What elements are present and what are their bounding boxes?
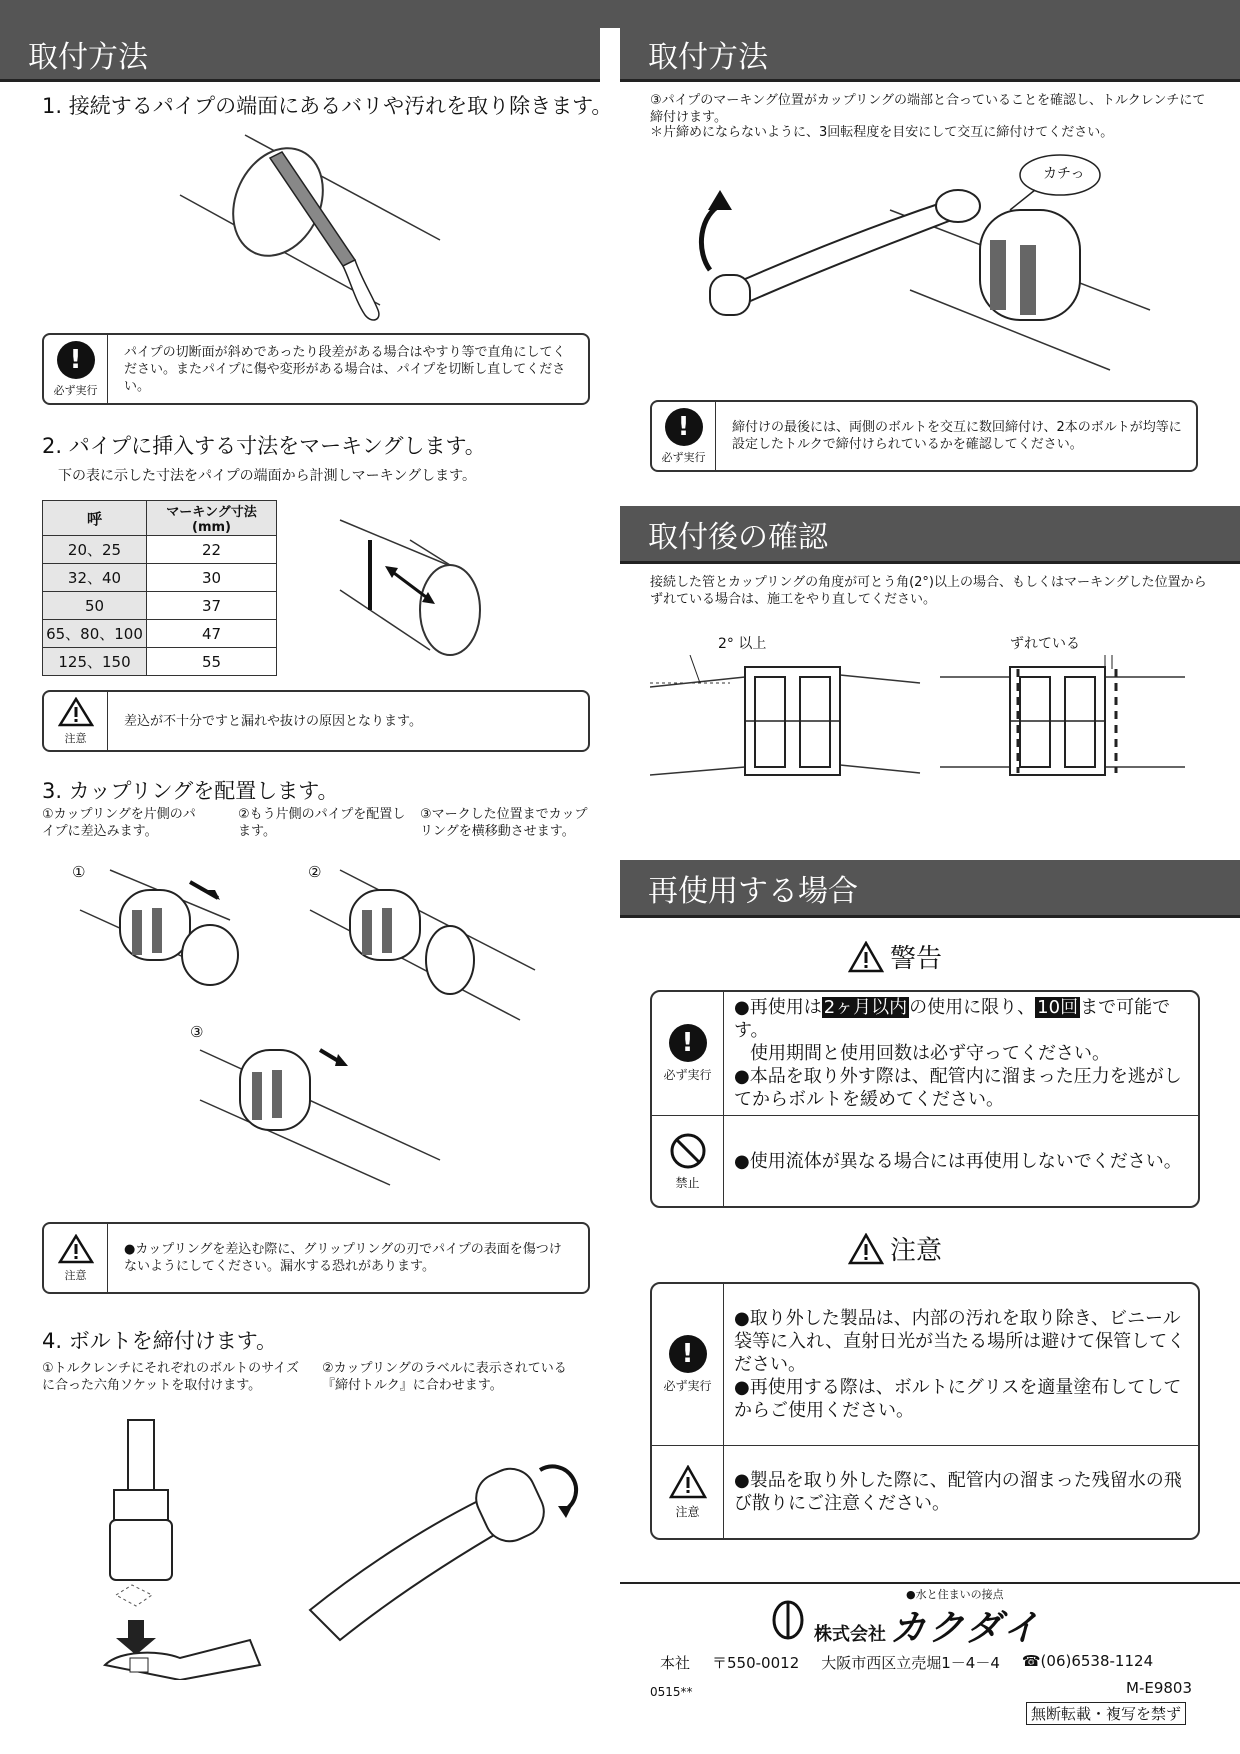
footer-address-line <box>660 1652 1153 1673</box>
table-row <box>43 620 277 648</box>
torque-wrench-figure <box>690 150 1210 380</box>
table-row <box>43 592 277 620</box>
caution-title <box>848 1230 942 1267</box>
prohibit-label: 禁止 <box>675 1175 700 1190</box>
step4-3-text: ③パイプのマーキング位置がカップリングの端部と合っていることを確認し、トルクレンチにて締付けます。 <box>650 93 1206 125</box>
doc-code-right: M-E9803 <box>1126 1679 1193 1697</box>
check-text: 接続した管とカップリングの角度が可とう角(2°)以上の場合、もしくはマーキングした位置からずれている場合は、施工をやり直してください。 <box>650 575 1207 607</box>
caution-icon-wrap <box>652 1446 724 1538</box>
caution-row-2-text: ●製品を取り外した際に、配管内の溜まった残留水の飛び散りにご注意ください。 <box>734 1470 1182 1514</box>
footer-tagline: ●水と住まいの接点 <box>906 1588 1004 1601</box>
fig2-label: ② <box>308 863 322 881</box>
footer-divider <box>620 1582 1240 1584</box>
warning-triangle-icon <box>848 1233 884 1265</box>
exclamation-circle-icon: ! <box>669 1024 707 1062</box>
shift-label: ずれている <box>1010 636 1080 652</box>
right-header-title: 取付方法 <box>648 39 768 75</box>
company-brand: カクダイ <box>890 1608 1041 1649</box>
warning-title <box>848 938 942 975</box>
marking-dimension-table <box>42 500 277 676</box>
warning-triangle-icon <box>669 1465 707 1499</box>
copy-notice: 無断転載・複写を禁ず <box>1026 1702 1186 1725</box>
note1-text: パイプの切断面が斜めであったり段差がある場合はやすり等で直角にしてください。またパイプに傷や変形がある場合は、パイプを切断し直してください。 <box>124 344 566 394</box>
nominal-cell: 20、25 <box>43 536 147 564</box>
step3-sub1: ①カップリングを片側のパイプに差込みます。 <box>42 807 196 839</box>
must-do-label: 必ず実行 <box>663 1068 712 1082</box>
company-prefix: 株式会社 <box>814 1624 886 1645</box>
warning-triangle-icon <box>58 697 94 727</box>
header-mark: マーキング寸法(mm) <box>147 501 277 536</box>
fig3-label: ③ <box>190 1023 204 1041</box>
mark-cell: 37 <box>147 592 277 620</box>
reuse-period-highlight: 2ヶ月以内 <box>823 997 908 1018</box>
exclamation-circle-icon: ! <box>57 341 95 379</box>
table-row <box>43 564 277 592</box>
postal-code: 〒550-0012 <box>712 1654 800 1672</box>
mark-cell: 55 <box>147 648 277 676</box>
note3-text: ●カップリングを差込む際に、グリップリングの刃でパイプの表面を傷つけないようにしてください。漏水する恐れがあります。 <box>124 1242 562 1274</box>
note-must-do-1 <box>42 333 590 405</box>
caution-row-1-text <box>734 1284 1188 1445</box>
warning-triangle-icon <box>58 1234 94 1264</box>
reuse-header-title: 再使用する場合 <box>648 873 858 909</box>
marked-pipe-figure <box>330 510 510 660</box>
reuse-limit-b: の使用に限り、 <box>909 997 1036 1018</box>
warning-row-1-text <box>734 992 1188 1115</box>
grease-line: ●再使用する際は、ボルトにグリスを適量塗布してしてからご使用ください。 <box>734 1377 1182 1421</box>
company-logo-icon <box>768 1600 808 1640</box>
address: 大阪市西区立売堀1－4－4 <box>821 1654 1000 1672</box>
office-label: 本社 <box>660 1654 691 1672</box>
angle-label: 2° 以上 <box>718 636 767 652</box>
step4-sub2: ②カップリングのラベルに表示されている『締付トルク』に合わせます。 <box>322 1361 567 1393</box>
doc-code-left: 0515** <box>650 1685 693 1699</box>
caution-label: 注意 <box>64 731 87 745</box>
must-do-icon-wrap <box>44 335 108 403</box>
table-header-row <box>43 501 277 536</box>
reuse-count-highlight: 10回 <box>1037 997 1079 1018</box>
right-header <box>620 28 1240 82</box>
table-row <box>43 648 277 676</box>
step2-subtitle: 下の表に示した寸法をパイプの端面から計測しマーキングします。 <box>58 468 477 484</box>
coupling-figure-3 <box>190 1020 450 1190</box>
step2-title: 2. パイプに挿入する寸法をマーキングします。 <box>42 434 486 458</box>
nominal-cell: 50 <box>43 592 147 620</box>
caution-icon-wrap <box>44 1224 108 1292</box>
exclamation-circle-icon: ! <box>669 1335 707 1373</box>
step4-title: 4. ボルトを締付けます。 <box>42 1329 278 1353</box>
check-header-title: 取付後の確認 <box>648 519 828 555</box>
mark-cell: 22 <box>147 536 277 564</box>
nominal-cell: 32、40 <box>43 564 147 592</box>
warning-row-2-text: ●使用流体が異なる場合には再使用しないでください。 <box>734 1150 1182 1172</box>
must-do-icon-wrap <box>652 992 724 1115</box>
caution-row-2 <box>652 1446 1198 1538</box>
angle-check-figure <box>650 655 930 785</box>
step4-3-note: ＊片締めにならないように、3回転程度を目安にして交互に締付けてください。 <box>650 125 1114 140</box>
storage-line: ●取り外した製品は、内部の汚れを取り除き、ビニール袋等に入れ、直射日光が当たる場所は避けて保管してください。 <box>734 1308 1186 1375</box>
nominal-cell: 125、150 <box>43 648 147 676</box>
shift-check-figure <box>940 655 1190 785</box>
socket-wrench-figure <box>100 1410 600 1680</box>
step1-title: 1. 接続するパイプの端面にあるバリや汚れを取り除きます。 <box>42 94 613 118</box>
caution-row-1 <box>652 1284 1198 1446</box>
note4-text: 締付けの最後には、両側のボルトを交互に数回締付け、2本のボルトが均等に設定したトルクで締付けられているかを確認してください。 <box>732 420 1182 452</box>
step3-sub3: ③マークした位置までカップリングを横移動させます。 <box>420 807 588 839</box>
must-do-label: 必ず実行 <box>663 1379 712 1393</box>
caution-label: 注意 <box>64 1268 87 1282</box>
nominal-cell: 65、80、100 <box>43 620 147 648</box>
pipe-file-figure <box>150 120 450 330</box>
mark-cell: 30 <box>147 564 277 592</box>
warning-box <box>650 990 1200 1208</box>
telephone: ☎(06)6538-1124 <box>1021 1652 1154 1670</box>
table-row <box>43 536 277 564</box>
caution-box <box>650 1282 1200 1540</box>
coupling-figure-1 <box>70 860 270 1010</box>
reuse-limit-a: ●再使用は <box>734 997 822 1018</box>
reuse-limit-c: まで可能です。 <box>734 997 1171 1041</box>
warning-title-text: 警告 <box>890 944 943 974</box>
caution-icon-wrap <box>44 692 108 750</box>
step3-sub2: ②もう片側のパイプを配置します。 <box>238 807 406 839</box>
step3-title: 3. カップリングを配置します。 <box>42 779 339 803</box>
caution-label: 注意 <box>675 1504 700 1519</box>
reuse-limit-line <box>734 996 1188 1042</box>
note2-text: 差込が不十分ですと漏れや抜けの原因となります。 <box>124 713 422 729</box>
mark-cell: 47 <box>147 620 277 648</box>
company-name <box>814 1600 1041 1651</box>
click-bubble-text: カチっ <box>1043 166 1085 182</box>
check-header <box>620 506 1240 564</box>
warning-row-2 <box>652 1116 1198 1206</box>
must-do-label: 必ず実行 <box>661 450 706 464</box>
prohibit-icon-wrap <box>652 1116 724 1206</box>
must-do-icon-wrap <box>652 1284 724 1445</box>
top-band <box>0 0 1240 28</box>
reuse-header <box>620 860 1240 918</box>
prohibited-icon <box>669 1132 707 1170</box>
warning-triangle-icon <box>848 941 884 973</box>
reuse-pressure-line: ●本品を取り外す際は、配管内に溜まった圧力を逃がしてからボルトを緩めてください。 <box>734 1066 1182 1110</box>
coupling-figure-2 <box>300 860 540 1030</box>
caution-title-text: 注意 <box>890 1236 943 1266</box>
left-header-title: 取付方法 <box>28 39 148 75</box>
exclamation-circle-icon: ! <box>665 408 703 446</box>
warning-row-1 <box>652 992 1198 1116</box>
must-do-label: 必ず実行 <box>53 383 98 397</box>
note-must-do-2 <box>650 400 1198 472</box>
reuse-limit-line2: 使用期間と使用回数は必ず守ってください。 <box>750 1043 1110 1064</box>
step4-sub1: ①トルクレンチにそれぞれのボルトのサイズに合った六角ソケットを取付けます。 <box>42 1361 300 1393</box>
note-caution-1 <box>42 690 590 752</box>
fig1-label: ① <box>72 863 86 881</box>
left-header <box>0 28 600 82</box>
header-nominal: 呼 <box>43 501 147 536</box>
note-caution-2 <box>42 1222 590 1294</box>
must-do-icon-wrap <box>652 402 716 470</box>
